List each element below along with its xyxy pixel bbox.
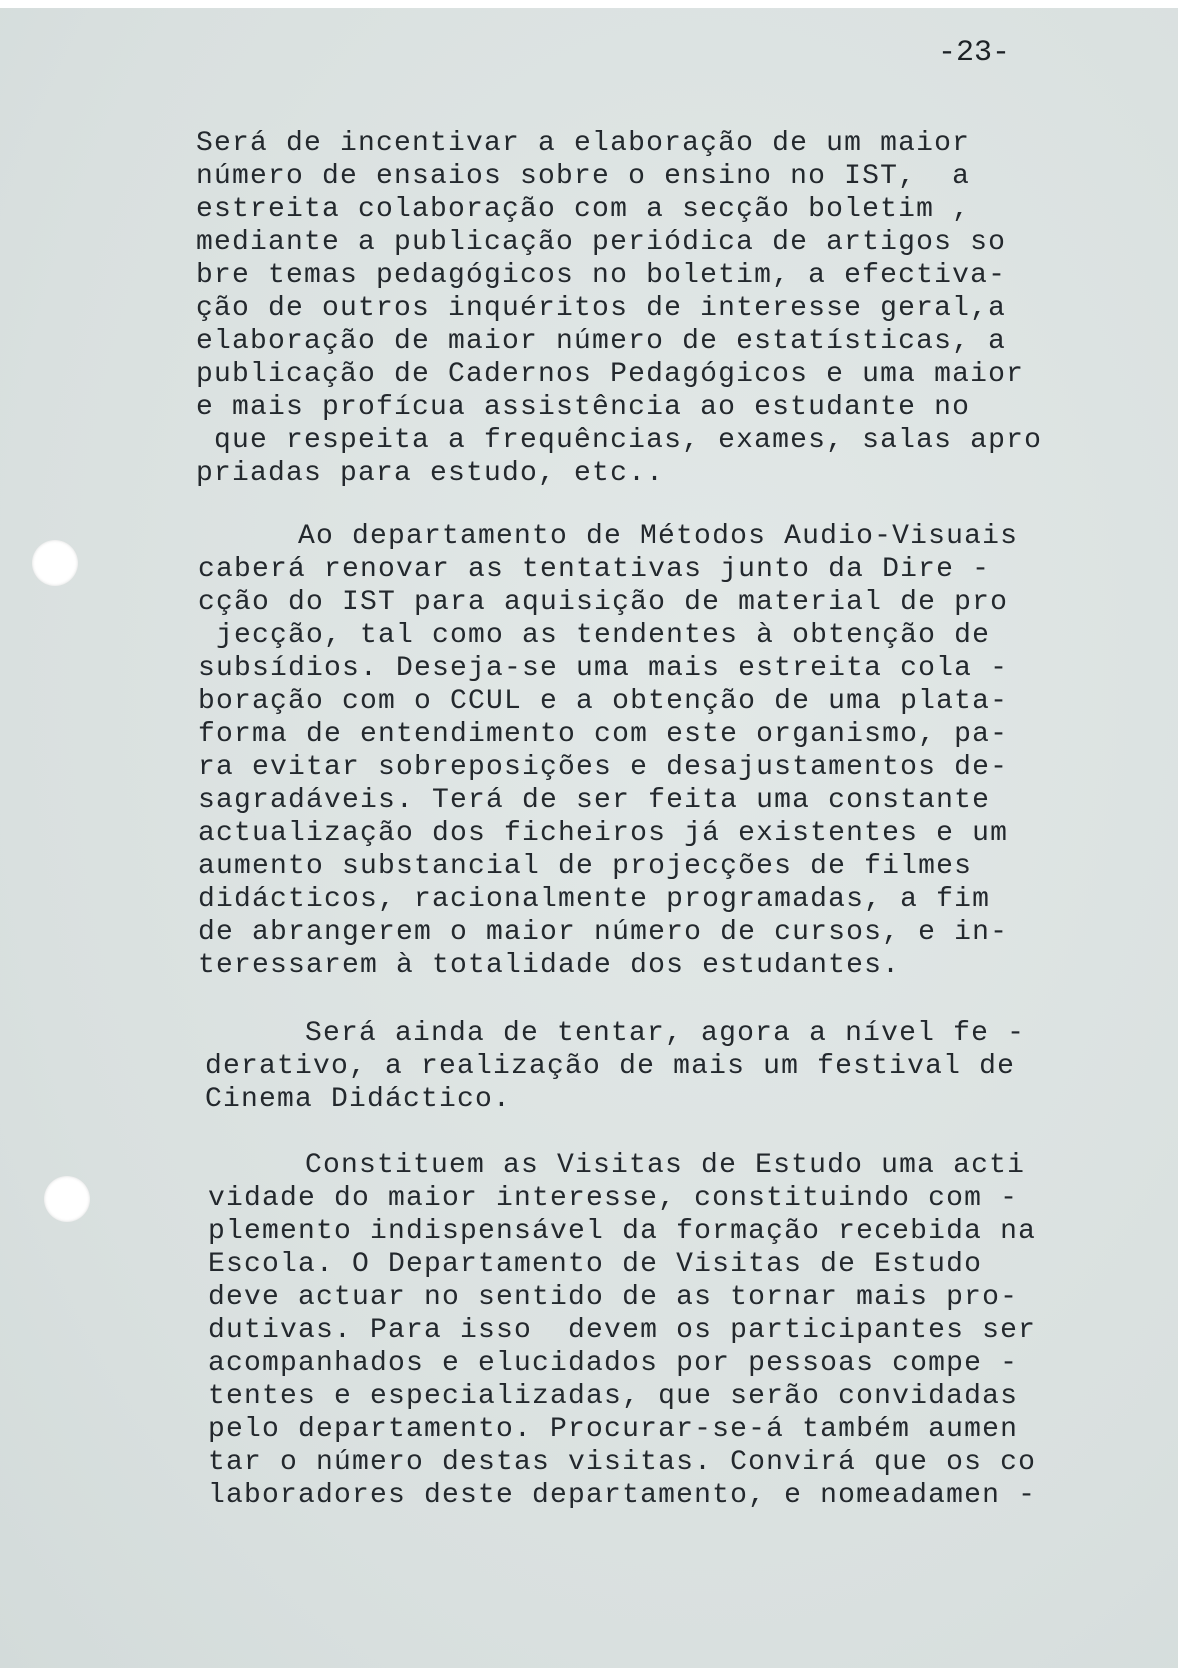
paragraph-2-line-7: forma de entendimento com este organismo, pa- [198,719,1009,750]
paragraph-4-line-7: acompanhados e elucidados por pessoas compe - [208,1348,1019,1379]
paragraph-1-line-10: que respeita a frequências, exames, salas apro [196,425,1043,456]
paragraph-1-line-2: número de ensaios sobre o ensino no IST, a [196,161,971,192]
paragraph-4-line-4: Escola. O Departamento de Visitas de Estudo [208,1249,983,1280]
paragraph-1-line-6: ção de outros inquéritos de interesse geral,a [196,293,1007,324]
paragraph-4-line-11: laboradores deste departamento, e nomeadamen - [208,1480,1037,1511]
paragraph-1-line-5: bre temas pedagógicos no boletim, a efectiva- [196,260,1007,291]
paragraph-1-line-3: estreita colaboração com a secção boletim , [196,194,971,225]
paragraph-2-line-12: didácticos, racionalmente programadas, a fim [198,884,991,915]
paragraph-2-line-8: ra evitar sobreposições e desajustamentos de- [198,752,1009,783]
paragraph-3-line-3: Cinema Didáctico. [205,1084,512,1115]
paragraph-2-line-11: aumento substancial de projecções de filmes [198,851,973,882]
paragraph-2-line-1: Ao departamento de Métodos Audio-Visuais [298,521,1019,552]
paragraph-1-line-4: mediante a publicação periódica de artigos so [196,227,1007,258]
paragraph-2-line-13: de abrangerem o maior número de cursos, e in- [198,917,1009,948]
paragraph-2-line-6: boração com o CCUL e a obtenção de uma plata- [198,686,1009,717]
paragraph-4-line-1: Constituem as Visitas de Estudo uma acti [305,1150,1026,1181]
paragraph-4-line-10: tar o número destas visitas. Convirá que os co [208,1447,1037,1478]
paragraph-2-line-9: sagradáveis. Terá de ser feita uma constante [198,785,991,816]
page-number: -23- [938,36,1011,70]
paragraph-2-line-10: actualização dos ficheiros já existentes e um [198,818,1009,849]
paragraph-4-line-3: plemento indispensável da formação recebida na [208,1216,1037,1247]
paragraph-1-line-1: Será de incentivar a elaboração de um maior [196,128,971,159]
paragraph-2-line-3: cção do IST para aquisição de material de pro [198,587,1009,618]
paragraph-2-line-14: teressarem à totalidade dos estudantes. [198,950,901,981]
paragraph-1-line-8: publicação de Cadernos Pedagógicos e uma maior [196,359,1025,390]
punch-hole-bottom [44,1176,90,1222]
paragraph-2-line-2: caberá renovar as tentativas junto da Dire - [198,554,991,585]
paragraph-4-line-2: vidade do maior interesse, constituindo com - [208,1183,1019,1214]
paragraph-1-line-11: priadas para estudo, etc.. [196,458,665,489]
paragraph-3-line-2: derativo, a realização de mais um festival de [205,1051,1016,1082]
paragraph-4-line-9: pelo departamento. Procurar-se-á também aumen [208,1414,1019,1445]
paragraph-1-line-7: elaboração de maior número de estatísticas, a [196,326,1007,357]
paragraph-4-line-8: tentes e especializadas, que serão convidadas [208,1381,1019,1412]
paragraph-4-line-5: deve actuar no sentido de as tornar mais pro- [208,1282,1019,1313]
paragraph-2-line-5: subsídios. Deseja-se uma mais estreita cola - [198,653,1009,684]
document-page [0,8,1178,1668]
paragraph-3-line-1: Será ainda de tentar, agora a nível fe - [305,1018,1026,1049]
paragraph-2-line-4: jecção, tal como as tendentes à obtenção de [198,620,991,651]
paragraph-1-line-9: e mais profícua assistência ao estudante no [196,392,971,423]
punch-hole-top [32,540,78,586]
paragraph-4-line-6: dutivas. Para isso devem os participantes ser [208,1315,1037,1346]
